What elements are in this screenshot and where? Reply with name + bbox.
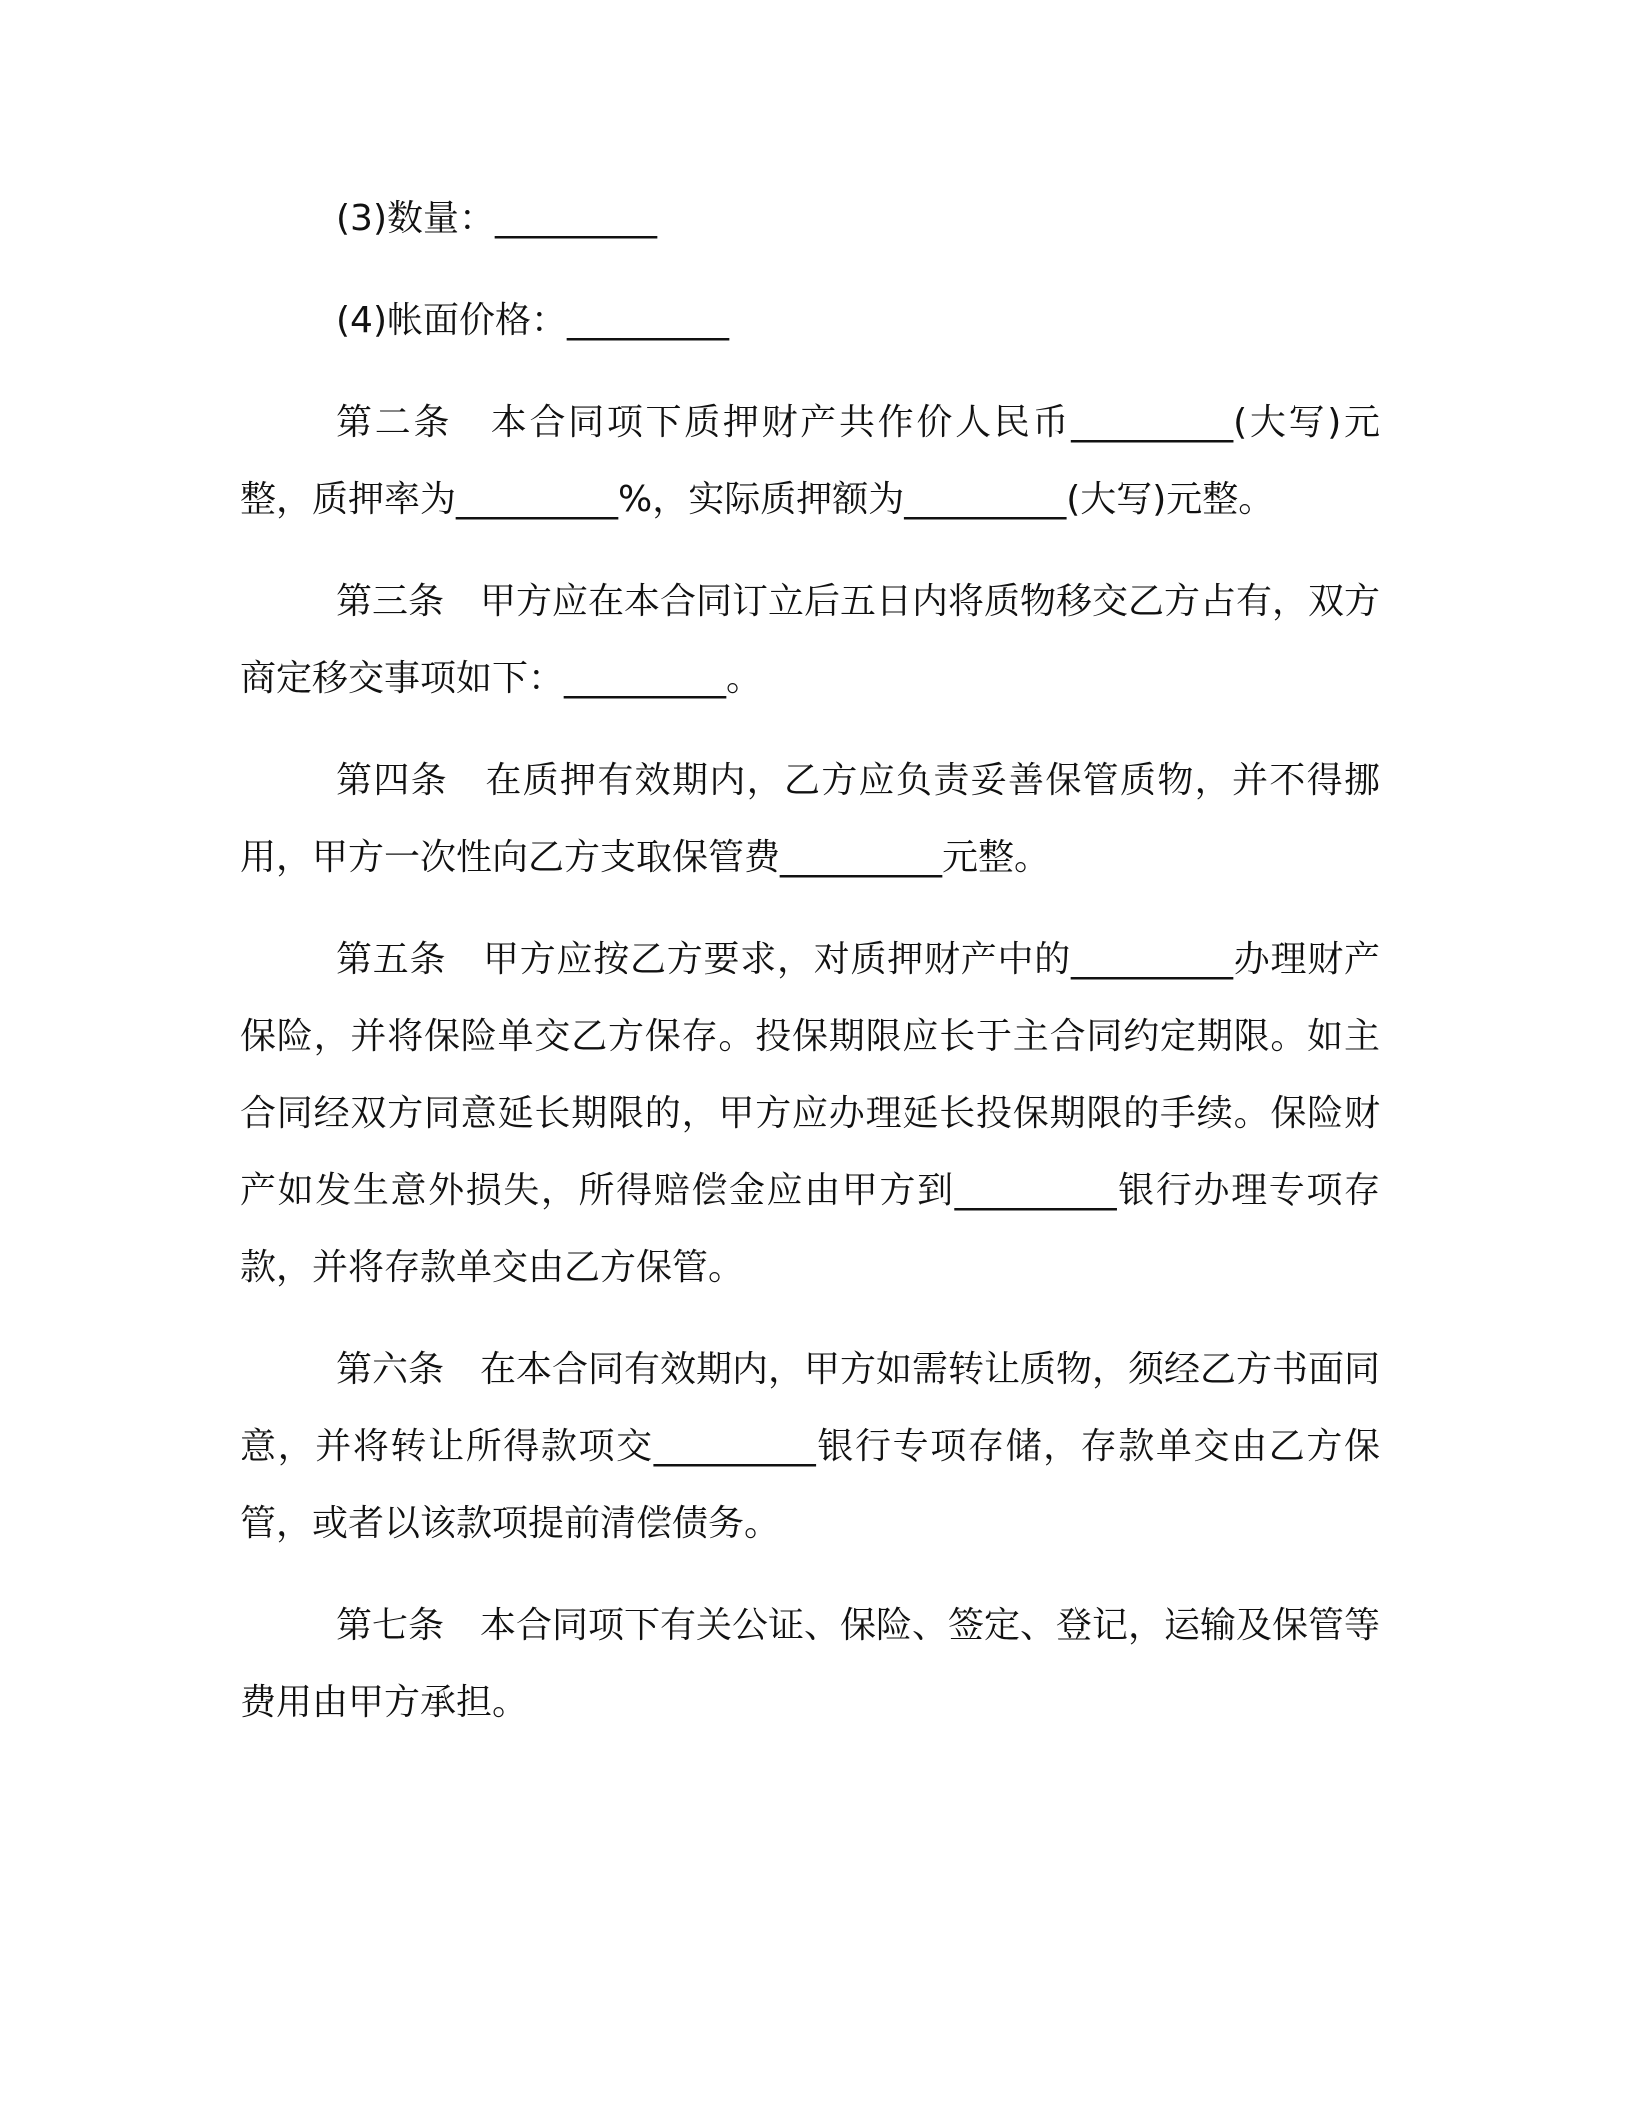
article-7: 第七条 本合同项下有关公证、保险、签定、登记，运输及保管等费用由甲方承担。: [240, 1605, 1381, 1723]
article-6: 第六条 在本合同有效期内，甲方如需转让质物，须经乙方书面同意，并将转让所得款项交_________银行专项存储，存款单交由乙方保管，或者以该款项提前清偿债务。: [240, 1349, 1381, 1544]
article-2: 第二条 本合同项下质押财产共作价人民币_________(大写)元整，质押率为_________%，实际质押额为_________(大写)元整。: [240, 402, 1380, 520]
item-quantity: (3)数量：_________: [336, 198, 657, 239]
document-body: [240, 180, 1380, 1766]
article-3: 第三条 甲方应在本合同订立后五日内将质物移交乙方占有，双方商定移交事项如下：_________。: [240, 581, 1381, 699]
article-4: 第四条 在质押有效期内，乙方应负责妥善保管质物，并不得挪用，甲方一次性向乙方支取保管费_________元整。: [240, 760, 1380, 878]
item-book-value: (4)帐面价格：_________: [336, 300, 729, 341]
article-5: 第五条 甲方应按乙方要求，对质押财产中的_________办理财产保险，并将保险单交乙方保存。投保期限应长于主合同约定期限。如主合同经双方同意延长期限的，甲方应办理延长投保期限的手续。保险财产如发生意外损失，所得赔偿金应由甲方到_________银行办理专项存款，并将存款单交由乙方保管。: [240, 939, 1380, 1288]
